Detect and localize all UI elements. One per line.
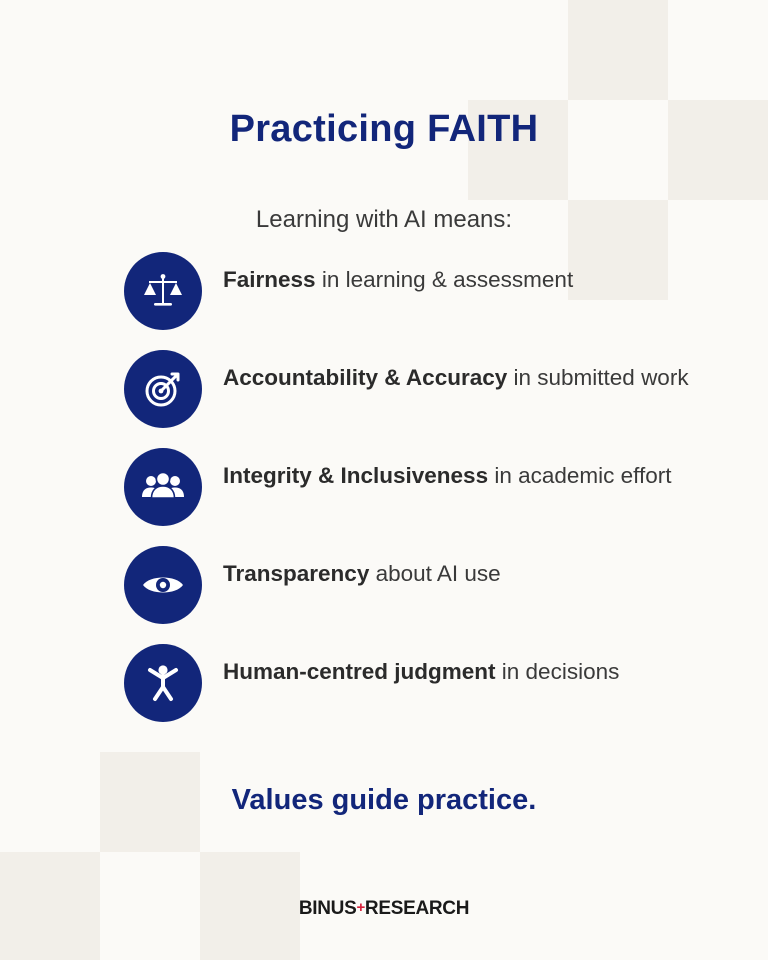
list-item-text	[223, 448, 672, 492]
logo-spark-icon: +	[356, 899, 365, 916]
page-title: Practicing FAITH	[229, 108, 539, 150]
list-item-text	[223, 350, 689, 394]
list-item-bold: Accountability & Accuracy	[223, 365, 508, 390]
list-item-text	[223, 644, 619, 688]
list-item-rest: in learning & assessment	[315, 267, 574, 292]
list-item-rest: in decisions	[495, 659, 620, 684]
list-item	[124, 644, 724, 722]
logo-first-word: BINUS	[298, 898, 357, 919]
list-item-bold: Human-centred judgment	[223, 659, 496, 684]
list-item-rest: in submitted work	[507, 365, 689, 390]
page-subtitle: Learning with AI means:	[255, 206, 513, 233]
list-item-bold: Transparency	[223, 561, 370, 586]
list-item-text	[223, 546, 501, 590]
list-item	[124, 252, 724, 330]
list-item-text	[223, 252, 573, 296]
eye-icon	[124, 546, 202, 624]
target-arrow-icon	[124, 350, 202, 428]
scales-icon	[124, 252, 202, 330]
list-item	[124, 448, 724, 526]
people-group-icon	[124, 448, 202, 526]
list-item-rest: in academic effort	[488, 463, 672, 488]
list-item	[124, 546, 724, 624]
list-item-bold: Integrity & Inclusiveness	[223, 463, 489, 488]
list-item	[124, 350, 724, 428]
faith-values-list	[124, 252, 724, 742]
list-item-rest: about AI use	[369, 561, 501, 586]
logo-second-word: RESEARCH	[364, 898, 470, 919]
list-item-bold: Fairness	[223, 267, 316, 292]
person-raised-arms-icon	[124, 644, 202, 722]
binus-research-logo	[0, 898, 768, 920]
closing-statement: Values guide practice.	[231, 784, 537, 816]
